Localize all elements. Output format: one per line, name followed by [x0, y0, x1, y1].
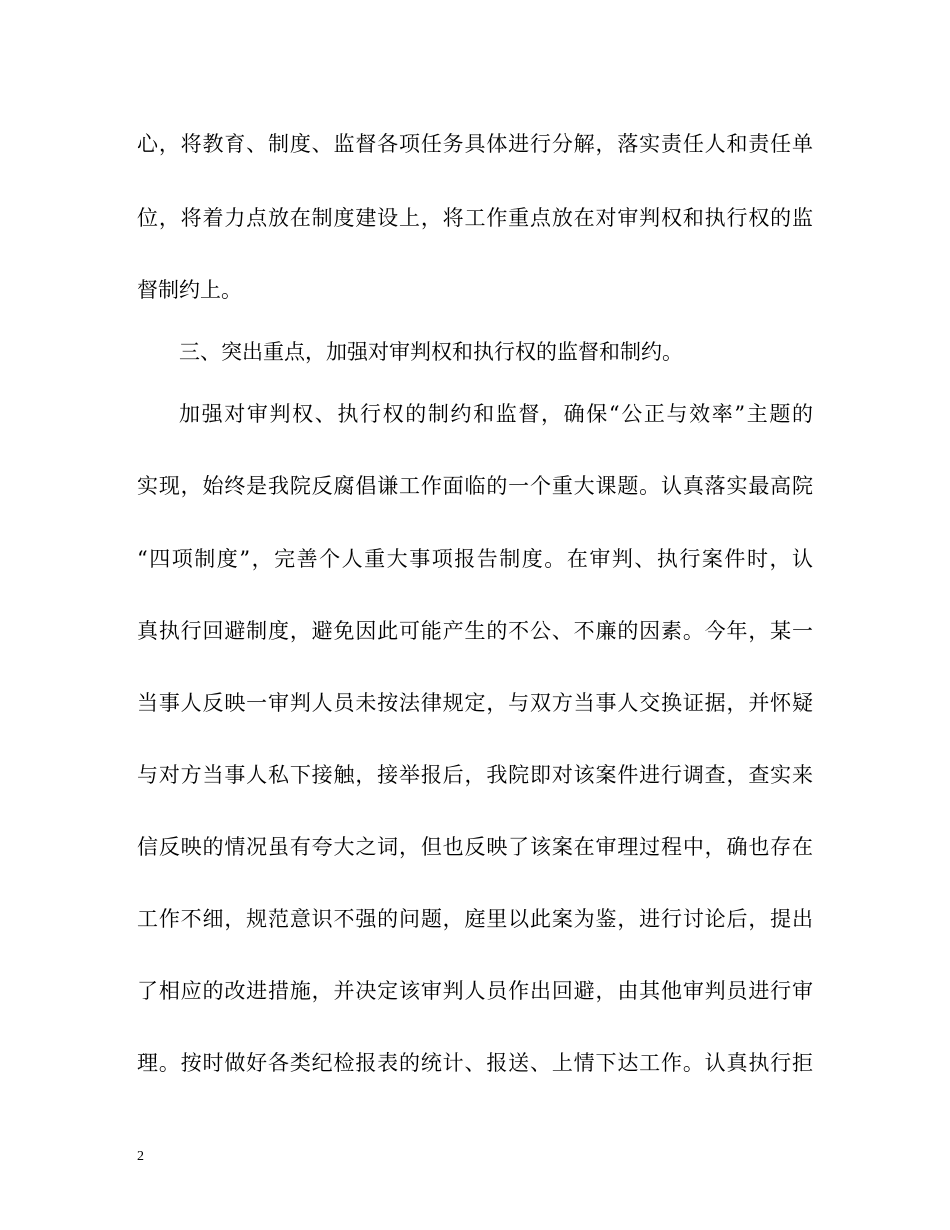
text-line-13: 了相应的改进措施，并决定该审判人员作出回避，由其他审判员进行审: [137, 979, 813, 1003]
text-line-2: 位，将着力点放在制度建设上，将工作重点放在对审判权和执行权的监: [137, 206, 813, 230]
text-line-10: 与对方当事人私下接触，接举报后，我院即对该案件进行调查，查实来: [137, 763, 813, 787]
text-line-1: 心，将教育、制度、监督各项任务具体进行分解，落实责任人和责任单: [137, 132, 813, 156]
page-number: 2: [137, 1149, 144, 1164]
text-line-7: “四项制度”，完善个人重大事项报告制度。在审判、执行案件时，认: [137, 547, 813, 571]
text-line-5: 加强对审判权、执行权的制约和监督，确保“公正与效率”主题的: [179, 402, 813, 426]
text-line-11: 信反映的情况虽有夸大之词，但也反映了该案在审理过程中，确也存在: [137, 835, 813, 859]
text-line-14: 理。按时做好各类纪检报表的统计、报送、上情下达工作。认真执行拒: [137, 1051, 813, 1075]
text-line-12: 工作不细，规范意识不强的问题，庭里以此案为鉴，进行讨论后，提出: [137, 907, 813, 931]
text-line-3: 督制约上。: [137, 278, 242, 302]
text-line-8: 真执行回避制度，避免因此可能产生的不公、不廉的因素。今年，某一: [137, 619, 813, 643]
section-heading: 三、突出重点，加强对审判权和执行权的监督和制约。: [179, 340, 683, 364]
text-line-9: 当事人反映一审判人员未按法律规定，与双方当事人交换证据，并怀疑: [137, 691, 813, 715]
text-line-6: 实现，始终是我院反腐倡谦工作面临的一个重大课题。认真落实最高院: [137, 474, 813, 498]
